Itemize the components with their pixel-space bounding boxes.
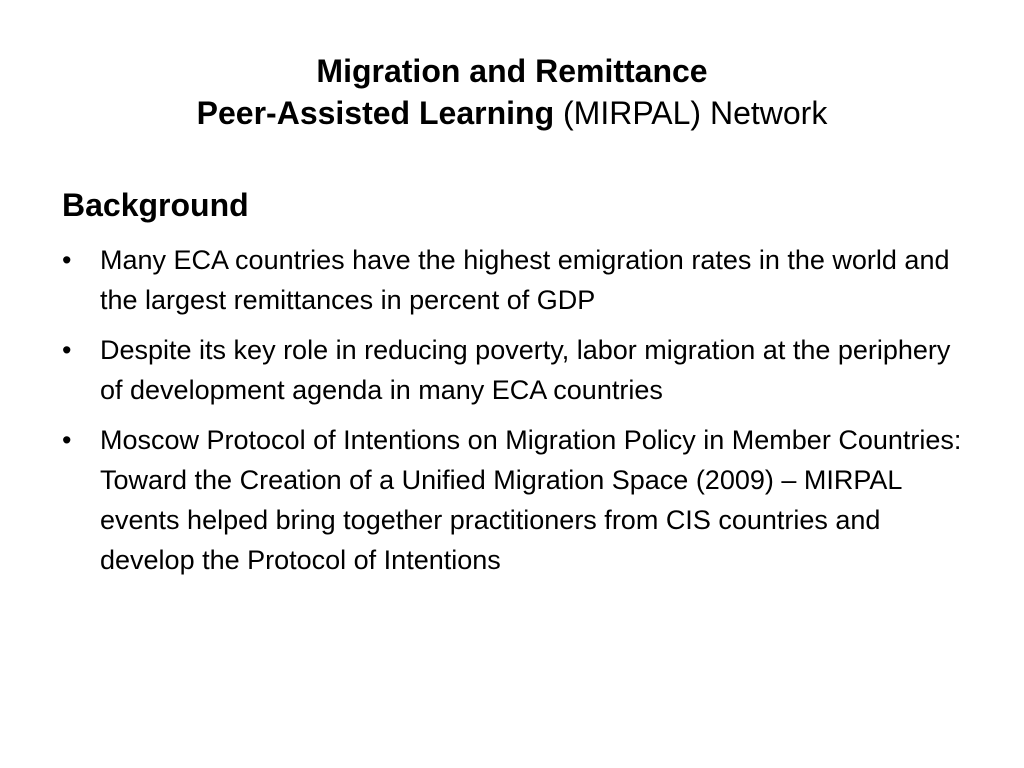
bullet-item [62,420,962,580]
bullet-text: Many ECA countries have the highest emigration rates in the world and the largest remittances in percent of GDP [100,245,950,315]
bullet-text: Despite its key role in reducing poverty, labor migration at the periphery of development agenda in many ECA countries [100,335,951,405]
title-line-1: Migration and Remittance [316,53,708,89]
title-line-2-rest: (MIRPAL) Network [554,95,828,131]
section-heading: Background [62,187,249,223]
bullet-list [62,240,962,590]
bullet-dot-icon: • [62,335,72,365]
bullet-item [62,330,962,410]
bullet-text: Moscow Protocol of Intentions on Migration Policy in Member Countries: Toward the Creation of a Unified Migration Space (2009) – MIRPAL events helped bring together practitioners from CIS countries and develop the Protocol of Intentions [100,425,962,575]
title-line-2 [0,92,1024,134]
bullet-item [62,240,962,320]
title-line-2-bold: Peer-Assisted Learning [196,95,555,131]
slide-title [0,50,1024,134]
bullet-dot-icon: • [62,425,72,455]
bullet-dot-icon: • [62,245,72,275]
